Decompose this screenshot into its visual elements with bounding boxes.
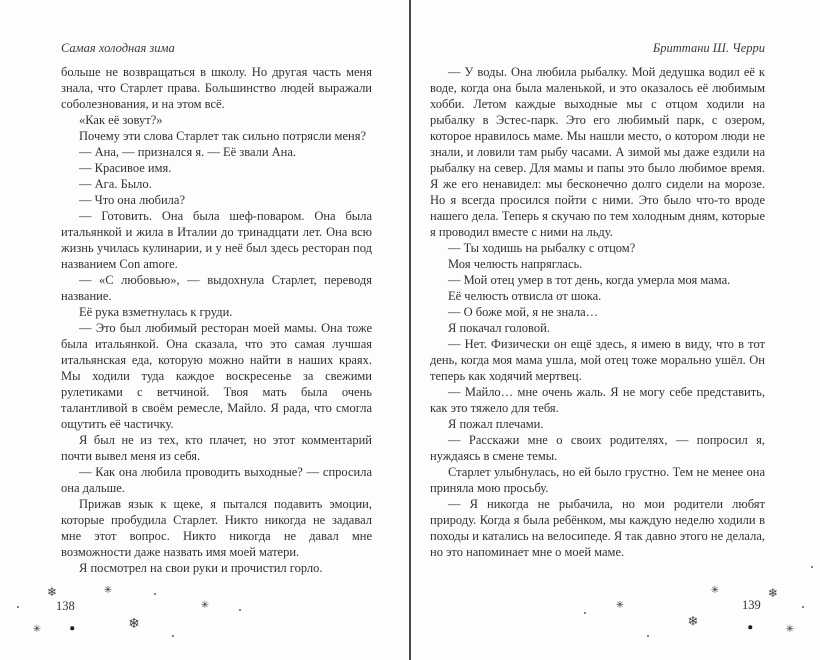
asterisk-icon: ✳ (615, 600, 625, 611)
right-page-number: 139 (742, 598, 761, 612)
speck-mark (172, 635, 174, 637)
speck-mark (647, 635, 649, 637)
left-running-head: Самая холодная зима (61, 41, 175, 55)
paragraph: — «С любовью», — выдохнула Старлет, переводя название. (61, 273, 372, 303)
paragraph: Её рука взметнулась к груди. (79, 305, 233, 319)
paragraph: — Что она любила? (79, 193, 185, 207)
snowflake-icon: ❄ (128, 616, 140, 632)
paragraph: Я пожал плечами. (448, 417, 544, 431)
paragraph: — Расскажи мне о своих родителях, — попросил я, нуждаясь в смене темы. (430, 433, 765, 463)
asterisk-icon: ✳ (785, 624, 795, 635)
paragraph: Прижав язык к щеке, я пытался подавить эмоции, которые пробудила Старлет. Никто никогда не задавал мне этот вопрос. Никто никогда не давал мне возможности даже назвать имя моей матери. (61, 497, 372, 559)
dot-mark (748, 625, 752, 629)
paragraph: — Готовить. Она была шеф-поваром. Она была итальянкой и жила в Италии до тринадцати лет. Она всю жизнь училась кулинарии, и у неё был здесь ресторан под названием Con amore. (61, 209, 372, 271)
paragraph: Я посмотрел на свои руки и прочистил горло. (79, 561, 323, 575)
asterisk-icon: ✳ (200, 600, 210, 611)
paragraph: Моя челюсть напряглась. (448, 257, 583, 271)
paragraph: — О боже мой, я не знала… (448, 305, 599, 319)
paragraph: Я был не из тех, кто плачет, но этот комментарий почти вывел меня из себя. (61, 433, 372, 463)
paragraph: — Это был любимый ресторан моей мамы. Она тоже была итальянкой. Она сказала, что это самая лучшая итальянская еда, которую можно найти в наших краях. Мы ходили туда каждое воскресенье за свежими рулетиками с ветчиной. Твоя мать была очень талантливой в своём ремесле, Майло. Я рада, что смогла ощутить её частичку. (61, 321, 372, 431)
right-running-head: Бриттани Ш. Черри (652, 41, 765, 55)
dot-mark (70, 626, 74, 630)
paragraph: Почему эти слова Старлет так сильно потрясли меня? (79, 129, 366, 143)
paragraph: — У воды. Она любила рыбалку. Мой дедушка водил её к воде, когда она была маленькой, и это оказалось её любимым хобби. Летом каждые выходные мы с отцом ходили на рыбалку в Эстес-парк. Это его любимый парк, с озером, которое нравилось маме. Мы нашли место, о котором люди не знали, и ловили там рыбу часами. А зимой мы даже ездили на рыбалку на север. Для мамы и папы это было любимое время. Я же его ненавидел: мы бесконечно долго сидели на морозе. Но я всегда просился пойти с ними. Это было что-то вроде нашего дела. Теперь я скучаю по тем холодным дням, которые я проводил вместе с ними на льду. (430, 65, 765, 239)
speck-mark (239, 609, 241, 611)
asterisk-icon: ✳ (710, 585, 720, 596)
asterisk-icon: ✳ (32, 624, 42, 635)
paragraph: — Нет. Физически он ещё здесь, я имею в виду, что в тот день, когда моя мама ушла, мой отец тоже морально ушёл. Он теперь как ходячий мертвец. (430, 337, 765, 383)
paragraph: — Ана, — признался я. — Её звали Ана. (79, 145, 297, 159)
paragraph: — Мой отец умер в тот день, когда умерла моя мама. (448, 273, 731, 287)
right-page-body (430, 64, 765, 560)
paragraph: — Я никогда не рыбачила, но мои родители любят природу. Когда я была ребёнком, мы каждую неделю ходили в походы и катались на велосипеде. Я так давно этого не делала, но это напоминает мне о моей маме. (430, 497, 765, 559)
paragraph: Её челюсть отвисла от шока. (448, 289, 602, 303)
paragraph: — Как она любила проводить выходные? — спросила она дальше. (61, 465, 372, 495)
paragraph: — Майло… мне очень жаль. Я не могу себе представить, как это тяжело для тебя. (430, 385, 765, 415)
speck-mark (154, 593, 156, 595)
snowflake-icon: ❄ (46, 585, 58, 599)
snowflake-icon: ❄ (767, 586, 779, 600)
paragraph: Я покачал головой. (448, 321, 550, 335)
right-page (410, 0, 820, 660)
snowflake-icon: ❄ (687, 614, 699, 630)
paragraph: Старлет улыбнулась, но ей было грустно. Тем не менее она приняла мою просьбу. (430, 465, 765, 495)
asterisk-icon: ✳ (103, 585, 113, 596)
speck-mark (802, 606, 804, 608)
left-page-body (61, 64, 372, 576)
paragraph: — Ты ходишь на рыбалку с отцом? (448, 241, 636, 255)
speck-mark (584, 612, 586, 614)
paragraph: больше не возвращаться в школу. Но другая часть меня знала, что Старлет права. Большинство людей выражали соболезнования, и на этом всё. (61, 65, 372, 111)
left-page-number: 138 (56, 599, 75, 613)
speck-mark (811, 566, 813, 568)
paragraph: «Как её зовут?» (79, 113, 163, 127)
speck-mark (17, 606, 19, 608)
paragraph: — Красивое имя. (79, 161, 172, 175)
paragraph: — Ага. Было. (79, 177, 152, 191)
